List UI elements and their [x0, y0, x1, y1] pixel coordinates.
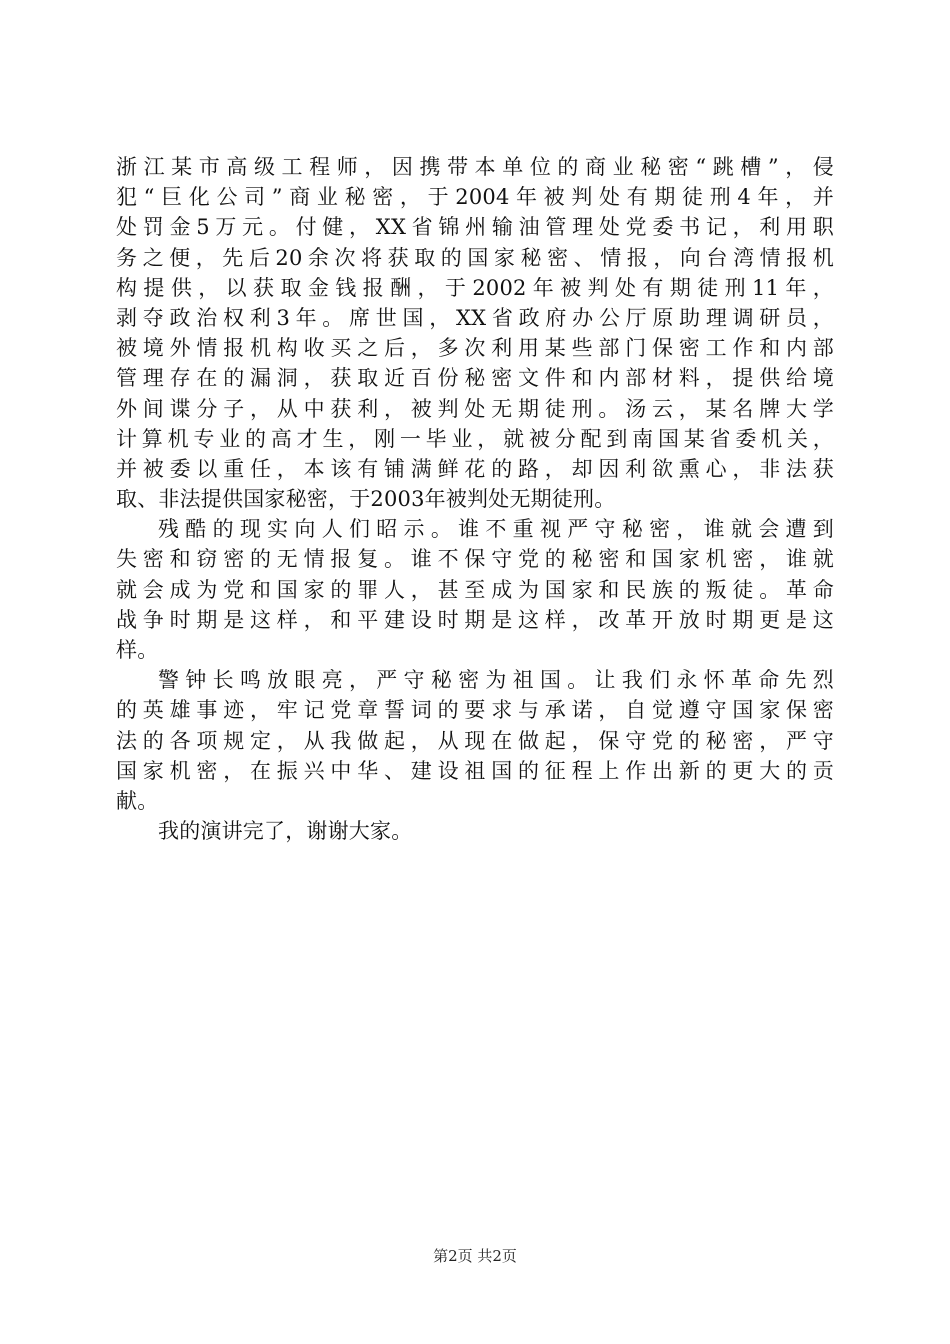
text-line: 我的演讲完了，谢谢大家。: [158, 819, 413, 844]
text-line: 计算机专业的高才生，刚一毕业，就被分配到南国某省委机关，: [116, 426, 834, 451]
text-line: 管理存在的漏洞，获取近百份秘密文件和内部材料，提供给境: [116, 366, 834, 391]
document-body: [116, 152, 834, 846]
page-footer: 第2页 共2页: [433, 1247, 517, 1265]
text-line: 就会成为党和国家的罪人，甚至成为国家和民族的叛徒。革命: [116, 577, 834, 602]
text-line: 战争时期是这样，和平建设时期是这样，改革开放时期更是这: [116, 607, 834, 632]
text-line: 并被委以重任，本该有铺满鲜花的路，却因利欲熏心，非法获: [116, 456, 834, 481]
text-line: 献。: [116, 788, 159, 813]
text-line: 务之便，先后20余次将获取的国家秘密、情报，向台湾情报机: [116, 245, 834, 270]
text-line: 处罚金5万元。付健，XX省锦州输油管理处党委书记，利用职: [116, 215, 834, 240]
text-line: 犯“巨化公司”商业秘密，于2004年被判处有期徒刑4年，并: [116, 185, 834, 210]
text-line: 的英雄事迹，牢记党章誓词的要求与承诺，自觉遵守国家保密: [116, 698, 834, 723]
text-line: 失密和窃密的无情报复。谁不保守党的秘密和国家机密，谁就: [116, 547, 834, 572]
text-line: 浙江某市高级工程师，因携带本单位的商业秘密“跳槽”，侵: [116, 155, 834, 179]
text-line: 法的各项规定，从我做起，从现在做起，保守党的秘密，严守: [116, 728, 834, 753]
text-line: 构提供，以获取金钱报酬，于2002年被判处有期徒刑11年，: [116, 275, 834, 300]
text-line: 残酷的现实向人们昭示。谁不重视严守秘密，谁就会遭到: [158, 517, 834, 542]
text-line: 国家机密，在振兴中华、建设祖国的征程上作出新的更大的贡: [116, 758, 834, 783]
text-line: 被境外情报机构收买之后，多次利用某些部门保密工作和内部: [116, 336, 834, 361]
text-line: 外间谍分子，从中获利，被判处无期徒刑。汤云，某名牌大学: [116, 396, 834, 421]
text-line: 剥夺政治权利3年。席世国，XX省政府办公厅原助理调研员，: [116, 305, 834, 330]
text-line: 样。: [116, 638, 159, 662]
text-line: 取、非法提供国家秘密，于2003年被判处无期徒刑。: [116, 487, 616, 512]
text-line: 警钟长鸣放眼亮，严守秘密为祖国。让我们永怀革命先烈: [158, 668, 834, 693]
